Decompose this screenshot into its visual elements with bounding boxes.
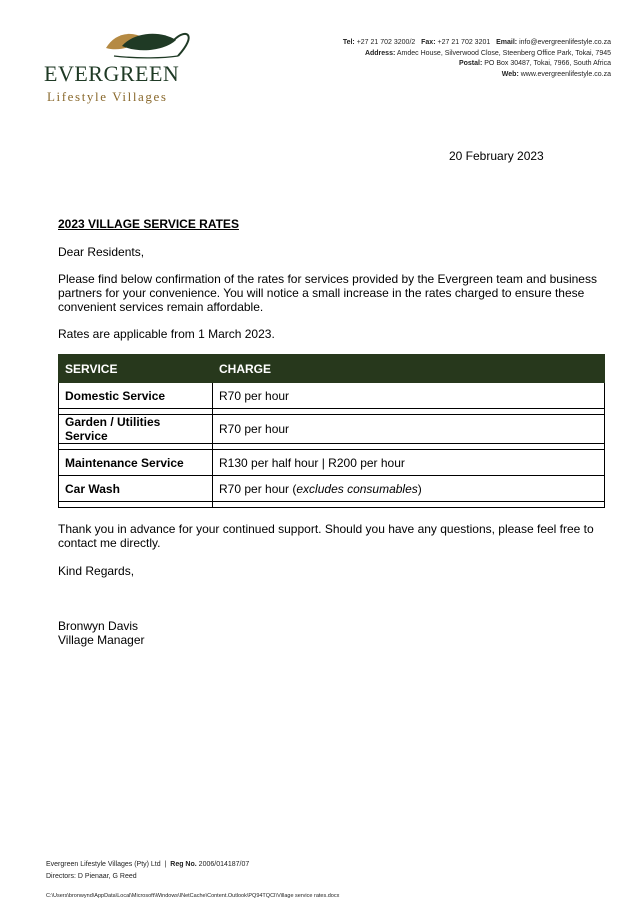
logo-wordmark: EVERGREEN [44, 61, 180, 86]
footer-reg-label: Reg No. [170, 861, 197, 868]
contact-line-web [343, 70, 611, 81]
service-cell: Garden / Utilities Service [59, 415, 213, 444]
tel-value: +27 21 702 3200/2 [356, 39, 416, 46]
footer-directors: Directors: D Pienaar, G Reed [46, 873, 137, 880]
web-link[interactable]: www.evergreenlifestyle.co.za [520, 70, 611, 78]
footer-reg: 2006/014187/07 [198, 861, 250, 868]
charge-close: ) [417, 481, 422, 496]
charge-cell: R70 per hour [213, 383, 605, 409]
web-label: Web: [501, 70, 519, 78]
fax-label: Fax: [421, 39, 436, 46]
address-value: Amdec House, Silverwood Close, Steenberg Office Park, Tokai, 7945 [396, 49, 611, 57]
footer-company: Evergreen Lifestyle Villages (Pty) Ltd [46, 861, 161, 868]
table-row [59, 450, 605, 476]
postal-label: Postal: [458, 60, 483, 67]
contact-block [343, 38, 611, 80]
table-row [59, 415, 605, 444]
charge-text: R70 per hour ( [219, 481, 297, 496]
signatory-name: Bronwyn Davis [58, 619, 139, 633]
charge-note: excludes consumables [296, 481, 418, 496]
letter-subject: 2023 VILLAGE SERVICE RATES [58, 217, 239, 231]
header-charge: CHARGE [213, 355, 605, 383]
contact-line-address [343, 49, 611, 60]
letter-greeting: Dear Residents, [58, 245, 145, 259]
table-header-row [59, 355, 605, 383]
contact-line-postal [343, 59, 611, 70]
footer-company-line [46, 861, 249, 868]
postal-value: PO Box 30487, Tokai, 7966, South Africa [484, 60, 611, 67]
fax-value: +27 21 702 3201 [437, 39, 491, 46]
address-label: Address: [364, 49, 396, 57]
contact-line-phone [343, 38, 611, 49]
table-row [59, 383, 605, 409]
table-row [59, 476, 605, 502]
rates-table [58, 354, 605, 508]
evergreen-logo [44, 26, 194, 111]
letter-date: 20 February 2023 [449, 149, 544, 163]
logo-tagline: Lifestyle Villages [47, 89, 168, 104]
tel-label: Tel: [342, 39, 355, 46]
header-service: SERVICE [59, 355, 213, 383]
closing: Kind Regards, [58, 564, 135, 578]
effective-date-paragraph: Rates are applicable from 1 March 2023. [58, 327, 275, 341]
service-cell: Maintenance Service [59, 450, 213, 476]
service-cell: Domestic Service [59, 383, 213, 409]
thank-you-paragraph: Thank you in advance for your continued support. Should you have any questions, please feel free to contact me directly. [58, 522, 594, 550]
signatory-title: Village Manager [58, 633, 145, 647]
footer-file-path: C:\Users\bronwynd\AppData\Local\Microsoft\Windows\INetCache\Content.Outlook\PQ94TQCI\Village service rates.docx [46, 893, 340, 899]
intro-paragraph: Please find below confirmation of the rates for services provided by the Evergreen team and business partners for your convenience. You will notice a small increase in the rates charged to ensure these convenient services remain affordable. [58, 272, 597, 314]
leaf-logo-icon [100, 26, 200, 62]
charge-cell [213, 476, 605, 502]
footer-separator: | [164, 861, 167, 868]
table-spacer-row [59, 502, 605, 508]
charge-cell: R70 per hour [213, 415, 605, 444]
email-link[interactable]: info@evergreenlifestyle.co.za [519, 39, 611, 46]
service-cell: Car Wash [59, 476, 213, 502]
charge-cell: R130 per half hour | R200 per hour [213, 450, 605, 476]
email-label: Email: [496, 39, 518, 46]
